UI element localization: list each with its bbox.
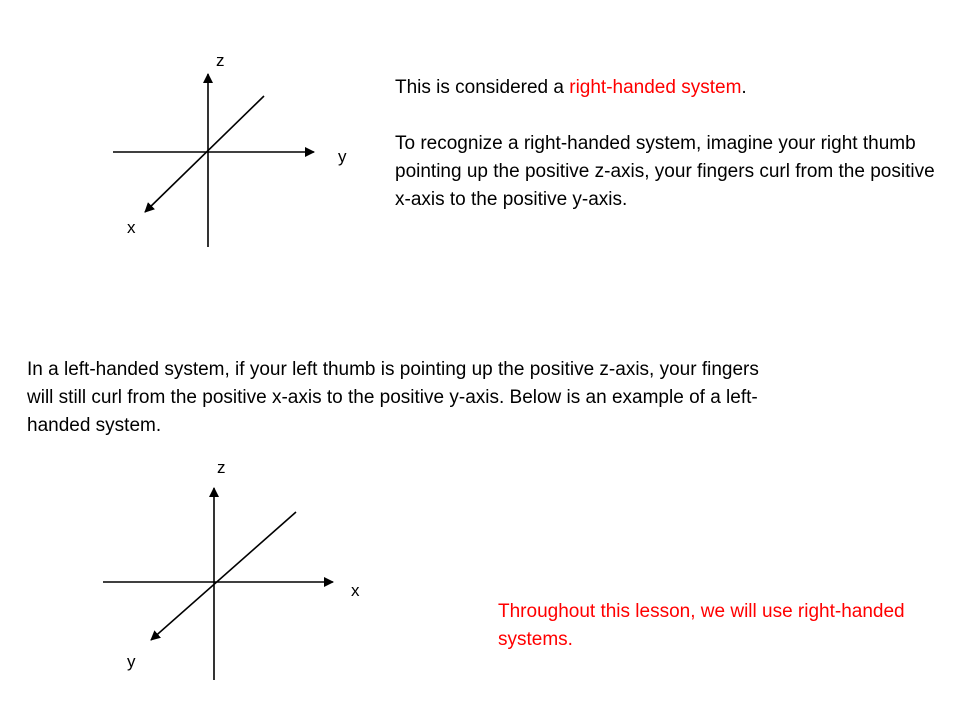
- right-handed-explanation: To recognize a right-handed system, imagine your right thumb pointing up the positive z-axis, your fingers curl from the positive x-axis to the positive y-axis.: [395, 133, 935, 210]
- lh-z-label: z: [217, 458, 226, 477]
- left-handed-axes: [103, 458, 360, 680]
- lh-y-axis: [151, 512, 296, 640]
- right-handed-description: [395, 74, 940, 214]
- right-handed-axes: [113, 51, 347, 247]
- rh-z-label: z: [216, 51, 225, 70]
- right-handed-intro: This is considered a right-handed system.: [395, 77, 747, 98]
- lesson-note: Throughout this lesson, we will use right-handed systems.: [498, 601, 905, 650]
- rh-x-axis: [145, 96, 264, 212]
- right-handed-highlight: right-handed system: [569, 77, 742, 98]
- rh-x-label: x: [127, 218, 136, 237]
- lh-x-label: x: [351, 581, 360, 600]
- rh-y-label: y: [338, 147, 347, 166]
- left-handed-description: In a left-handed system, if your left thumb is pointing up the positive z-axis, your fingers will still curl from the positive x-axis to the positive y-axis. Below is an example of a left-handed system.: [27, 359, 759, 436]
- lh-y-label: y: [127, 652, 136, 671]
